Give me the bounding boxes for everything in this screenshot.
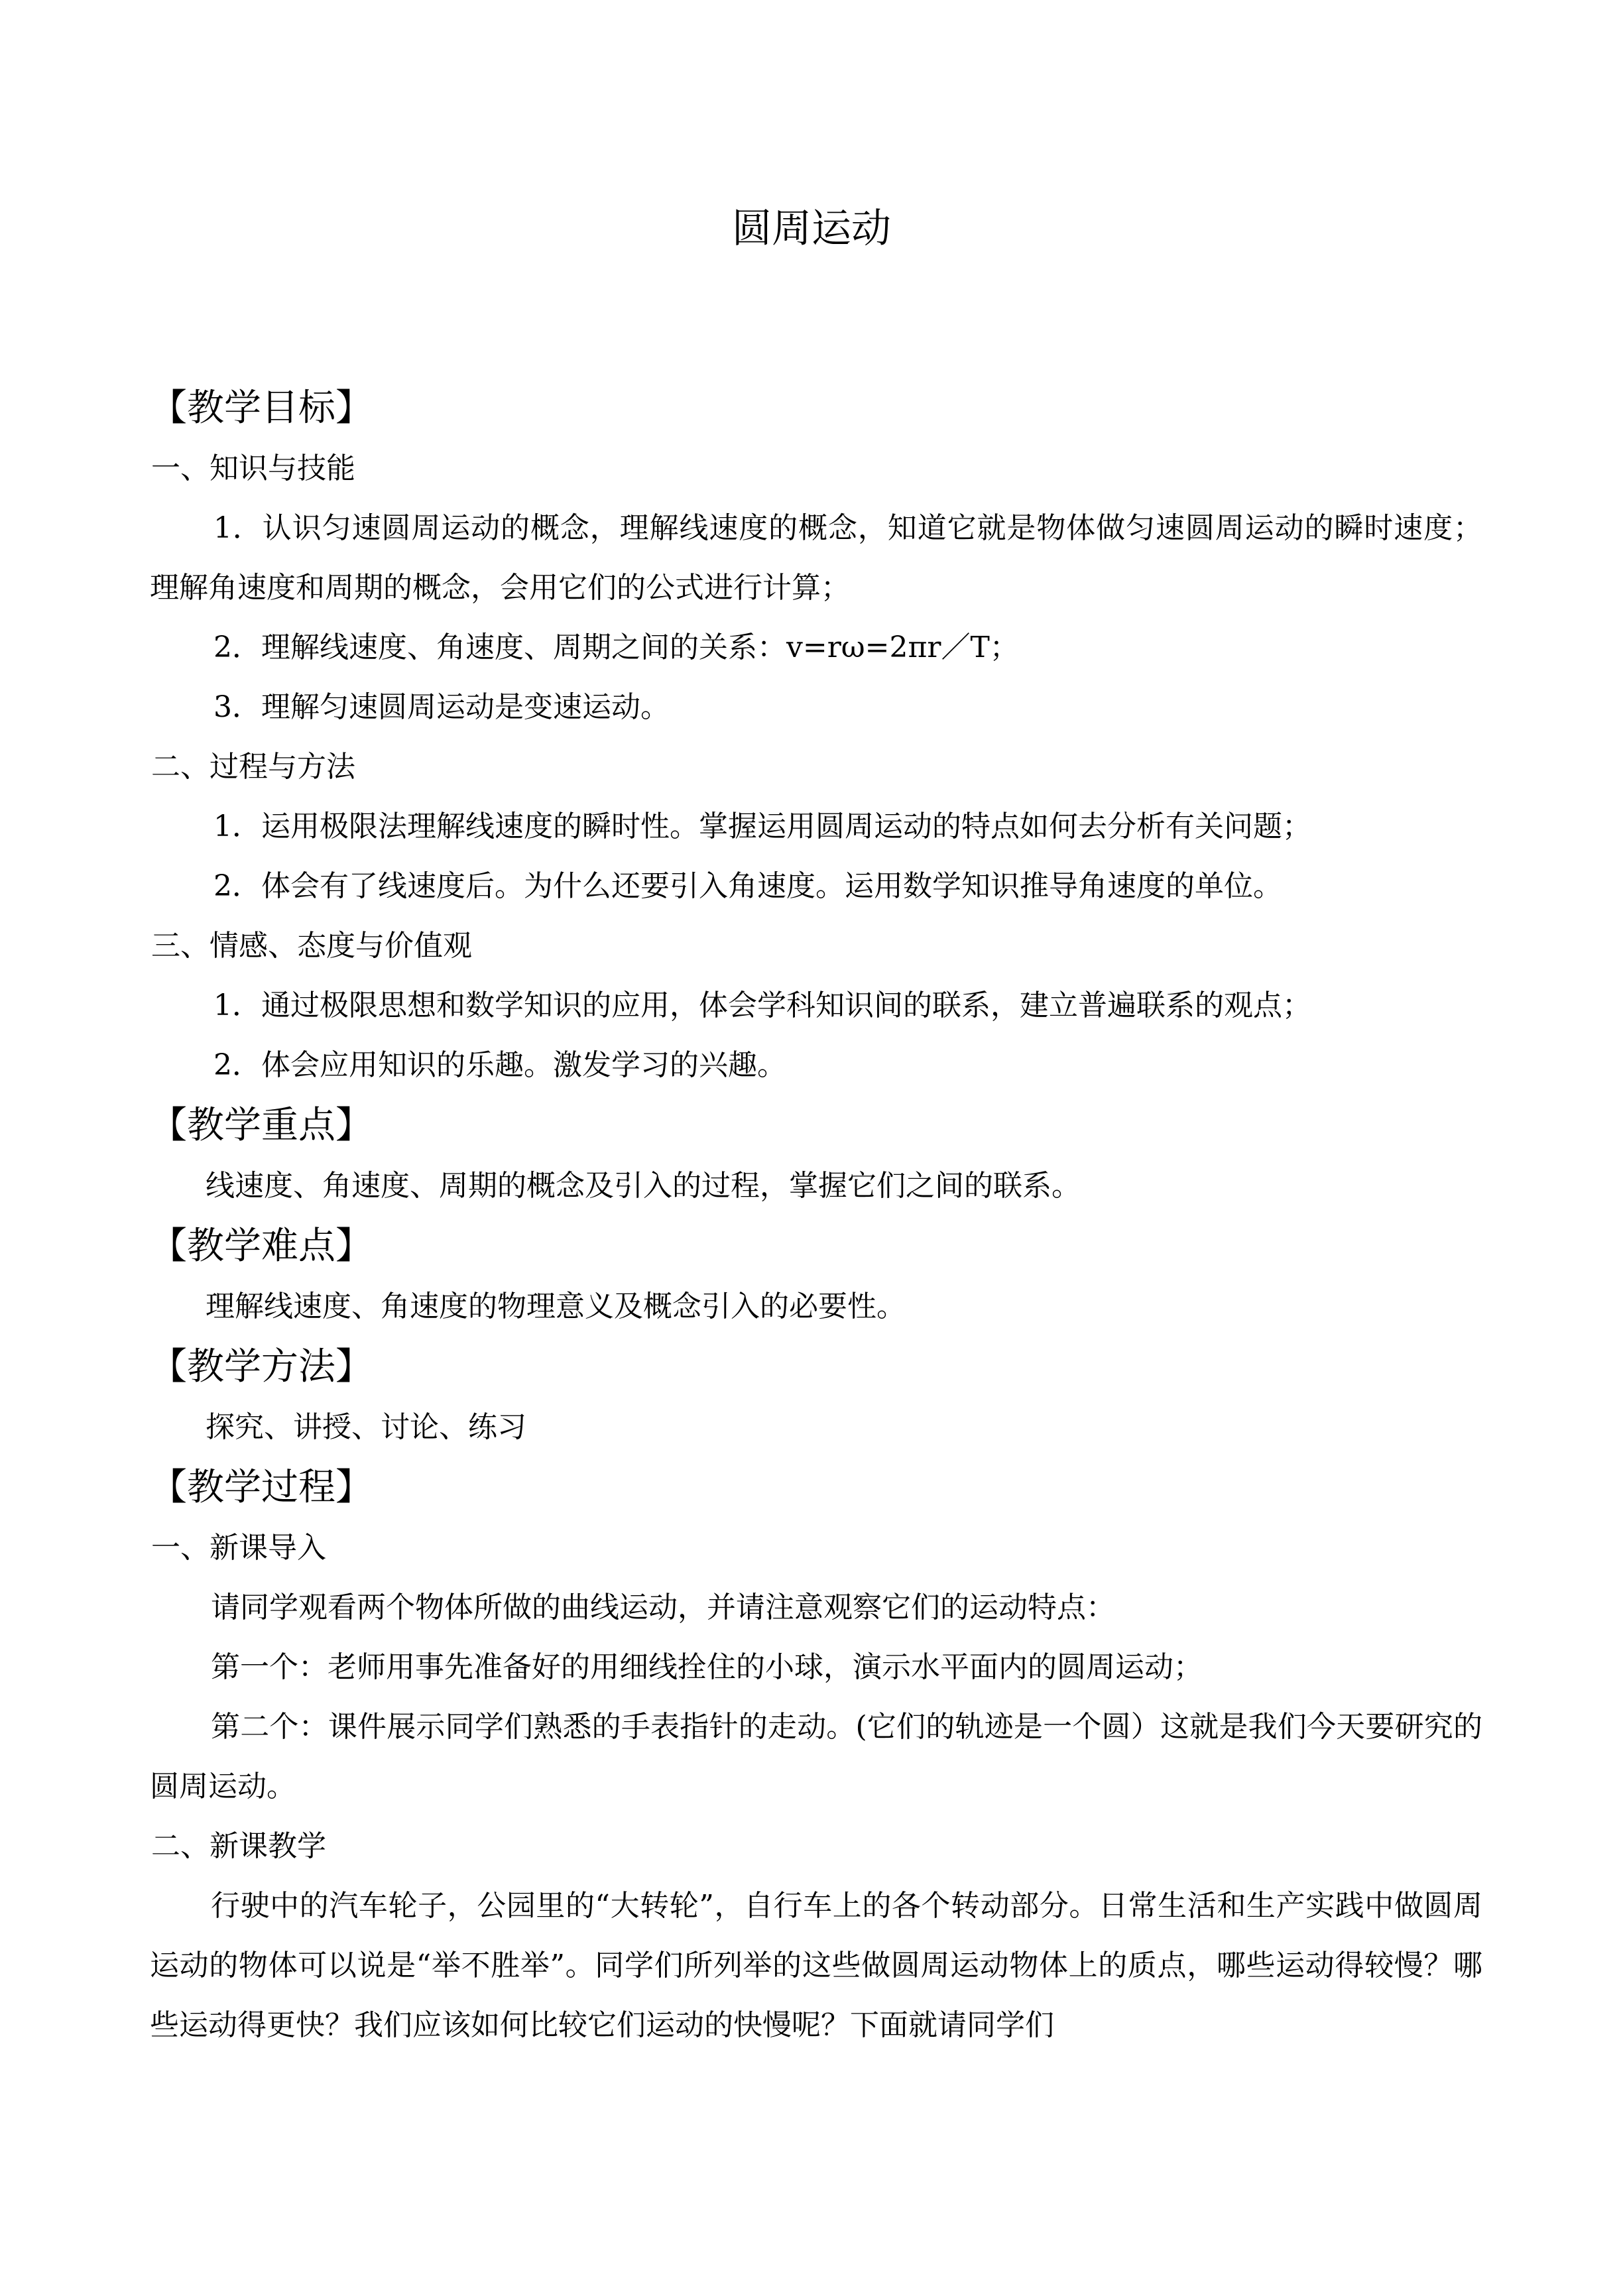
knowledge-item-3: 3．理解匀速圆周运动是变速运动。 bbox=[213, 690, 670, 724]
emotion-item-1: 1．通过极限思想和数学知识的应用，体会学科知识间的联系，建立普遍联系的观点； bbox=[213, 989, 1311, 1022]
knowledge-item-1: 1．认识匀速圆周运动的概念，理解线速度的概念，知道它就是物体做匀速圆周运动的瞬时速度；理解角速度和周期的概念，会用它们的公式进行计算； bbox=[150, 511, 1482, 605]
subheading-new-lesson: 二、新课教学 bbox=[151, 1829, 326, 1863]
difficulties-text: 理解线速度、角速度的物理意义及概念引入的必要性。 bbox=[206, 1290, 906, 1323]
methods-text: 探究、讲授、讨论、练习 bbox=[206, 1410, 526, 1444]
emotion-item-2: 2．体会应用知识的乐趣。激发学习的兴趣。 bbox=[213, 1048, 786, 1082]
intro-item-3: 第二个：课件展示同学们熟悉的手表指针的走动。(它们的轨迹是一个圆）这就是我们今天要研究的圆周运动。 bbox=[150, 1710, 1482, 1803]
heading-methods: 【教学方法】 bbox=[150, 1345, 373, 1388]
new-lesson-item-1: 行驶中的汽车轮子，公园里的“大转轮”，自行车上的各个转动部分。日常生活和生产实践中做圆周运动的物体可以说是“举不胜举”。同学们所列举的这些做圆周运动物体上的质点，哪些运动得较慢？哪些运动得更快？我们应该如何比较它们运动的快慢呢？下面就请同学们 bbox=[150, 1889, 1483, 2042]
heading-objectives: 【教学目标】 bbox=[150, 387, 373, 430]
subheading-knowledge: 一、知识与技能 bbox=[151, 452, 355, 485]
process-item-2: 2．体会有了线速度后。为什么还要引入角速度。运用数学知识推导角速度的单位。 bbox=[213, 869, 1282, 903]
heading-teaching-process: 【教学过程】 bbox=[150, 1466, 373, 1509]
key-points-text: 线速度、角速度、周期的概念及引入的过程，掌握它们之间的联系。 bbox=[206, 1169, 1081, 1203]
knowledge-item-2: 2．理解线速度、角速度、周期之间的关系：v=rω=2πr／T； bbox=[213, 631, 1019, 664]
subheading-process-method: 二、过程与方法 bbox=[151, 750, 355, 784]
intro-item-2: 第一个：老师用事先准备好的用细线拴住的小球，演示水平面内的圆周运动； bbox=[211, 1650, 1203, 1684]
subheading-intro: 一、新课导入 bbox=[151, 1531, 326, 1565]
subheading-emotion: 三、情感、态度与价值观 bbox=[151, 929, 472, 963]
heading-difficulties: 【教学难点】 bbox=[150, 1225, 373, 1268]
process-item-1: 1．运用极限法理解线速度的瞬时性。掌握运用圆周运动的特点如何去分析有关问题； bbox=[213, 810, 1311, 843]
document-body bbox=[150, 378, 1482, 2055]
heading-key-points: 【教学重点】 bbox=[150, 1104, 373, 1147]
document-title: 圆周运动 bbox=[732, 206, 891, 252]
intro-item-1: 请同学观看两个物体所做的曲线运动，并请注意观察它们的运动特点： bbox=[211, 1591, 1115, 1624]
